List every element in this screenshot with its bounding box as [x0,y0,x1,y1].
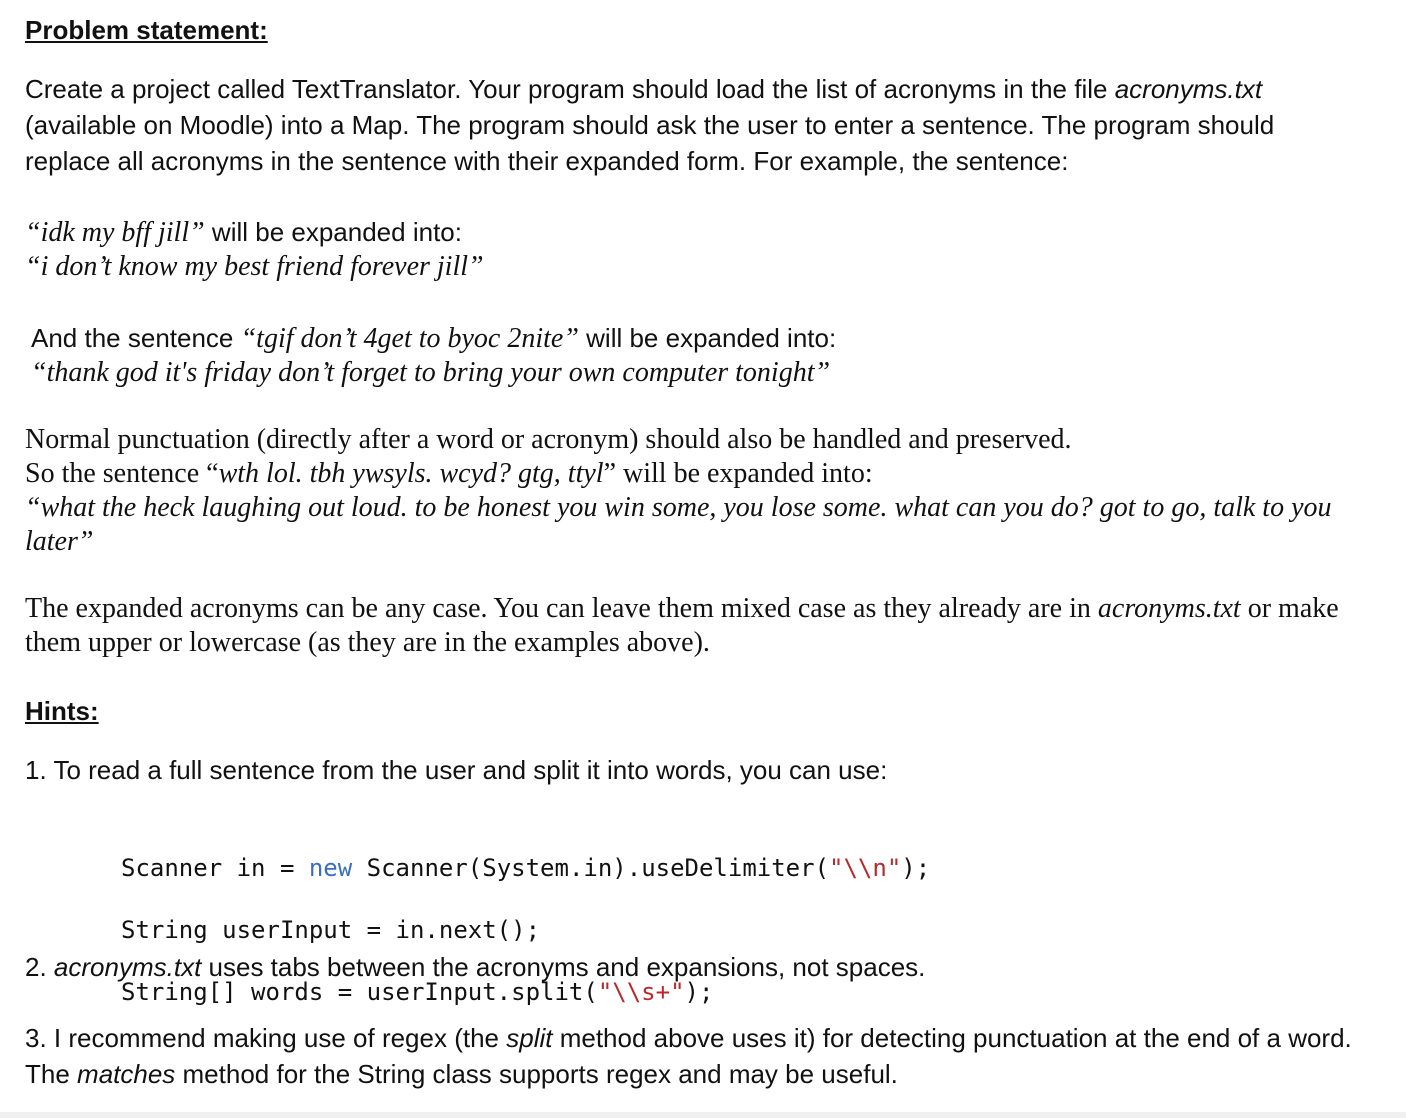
code-line-1-b: Scanner(System.in).useDelimiter( [352,854,830,882]
example-2-pre: And the sentence [31,323,241,353]
code-line-3-a: String[] words = userInput.split( [121,978,598,1006]
example-1 [25,214,1365,284]
example-2-mid: will be expanded into: [578,323,837,353]
example-1-line-1 [25,214,1365,250]
intro-text-1: Create a project called TextTranslator. Your program should load the list of acronyms in the file [25,74,1115,104]
code-line-1-c: ); [901,854,931,882]
case-note-filename: acronyms.txt [1097,593,1241,624]
hint-2 [25,949,1365,985]
intro-text-2: (available on Moodle) into a Map. The program should ask the user to enter a sentence. The program should replace all acronyms in the sentence with their expanded form. For example, the sentence: [25,110,1275,176]
code-string-whitespace: "\\s+" [597,978,685,1006]
punctuation-mid: ” will be expanded into: [603,458,873,489]
code-line-1-a: Scanner in = [121,854,309,882]
hint-3-split: split [506,1023,553,1053]
hint-2-post: uses tabs between the acronyms and expansions, not spaces. [201,952,926,982]
example-2 [31,320,1371,390]
intro-paragraph [25,71,1365,179]
code-block [121,822,930,1039]
punctuation-line-2 [25,457,1365,491]
bottom-edge [0,1112,1406,1118]
hint-3-matches: matches [77,1059,176,1089]
code-string-newline: "\\n" [829,854,902,882]
hint-2-pre: 2. [25,952,54,982]
example-2-output: “thank god it's friday don’t forget to bring your own computer tonight” [31,357,831,388]
hints-heading: Hints: [25,696,99,726]
example-2-input: “tgif don’t 4get to byoc 2nite” [240,323,579,354]
punctuation-output: “what the heck laughing out loud. to be honest you win some, you lose some. what can you do? got to go, talk to you later” [25,492,1332,557]
punctuation-input: wth lol. tbh ywsyls. wcyd? gtg, ttyl [218,458,604,489]
hint-3-text-3: method for the String class supports regex and may be useful. [175,1059,898,1089]
example-1-mid: will be expanded into: [204,217,462,247]
hint-3-text-2: method above uses it) for detecting punctuation at the end of a word. The [25,1023,1352,1089]
punctuation-line-1: Normal punctuation (directly after a word or acronym) should also be handled and preserved. [25,424,1072,455]
code-keyword-new: new [308,854,353,882]
case-note-paragraph [25,592,1365,660]
hint-1: 1. To read a full sentence from the user and split it into words, you can use: [25,755,888,785]
code-line-1 [121,853,930,884]
intro-filename: acronyms.txt [1114,74,1263,104]
hint-2-filename: acronyms.txt [53,952,202,982]
example-1-input: “idk my bff jill” [25,217,205,248]
case-note-text-1: The expanded acronyms can be any case. You can leave them mixed case as they already are in [25,593,1098,624]
example-1-output: “i don’t know my best friend forever jill” [25,251,484,282]
example-2-line-1 [31,320,1371,356]
punctuation-paragraph [25,423,1365,559]
problem-statement-heading: Problem statement: [25,15,268,45]
code-line-2: String userInput = in.next(); [121,916,541,944]
punctuation-pre: So the sentence “ [25,458,219,489]
hint-3 [25,1020,1365,1092]
code-line-3-b: ); [684,978,714,1006]
hint-3-text-1: 3. I recommend making use of regex (the [25,1023,507,1053]
case-note-text-2: or make them upper or lowercase (as they are in the examples above). [25,593,1339,658]
